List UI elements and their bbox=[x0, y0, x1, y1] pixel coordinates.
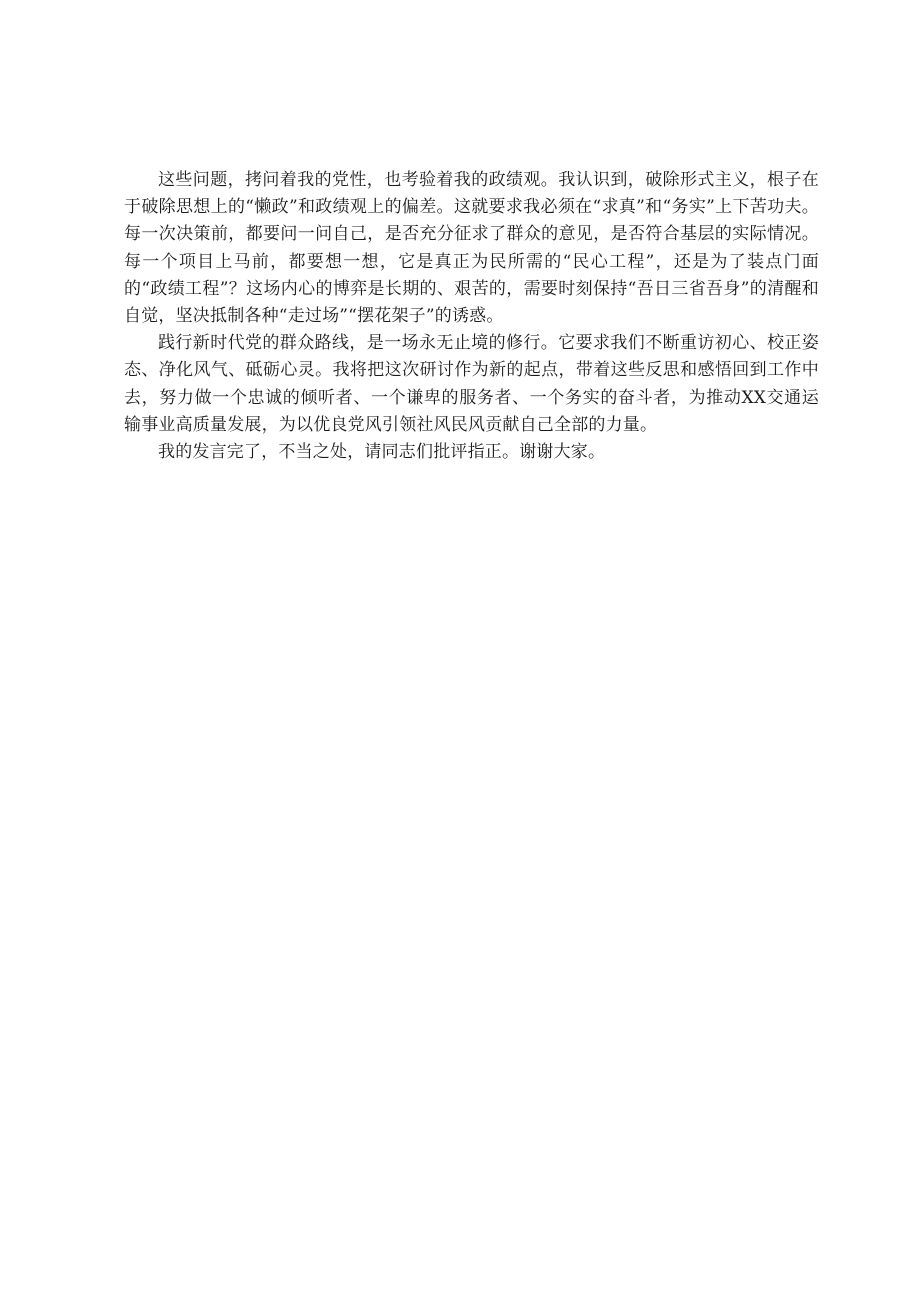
document-body bbox=[124, 167, 819, 466]
paragraph-closing: 我的发言完了，不当之处，请同志们批评指正。谢谢大家。 bbox=[158, 442, 606, 463]
paragraph-political-performance: 这些问题，拷问着我的党性，也考验着我的政绩观。我认识到，破除形式主义，根子在于破除思想上的“懒政”和政绩观上的偏差。这就要求我必须在“求真”和“务实”上下苦功夫。每一次决策前，都要问一问自己，是否充分征求了群众的意见，是否符合基层的实际情况。每一个项目上马前，都要想一想，它是真正为民所需的“民心工程”，还是为了装点门面的“政绩工程”？这场内心的博弈是长期的、艰苦的，需要时刻保持“吾日三省吾身”的清醒和自觉，坚决抵制各种“走过场”“摆花架子”的诱惑。 bbox=[124, 170, 819, 327]
paragraph-mass-line: 践行新时代党的群众路线，是一场永无止境的修行。它要求我们不断重访初心、校正姿态、净化风气、砥砺心灵。我将把这次研讨作为新的起点，带着这些反思和感悟回到工作中去，努力做一个忠诚的倾听者、一个谦卑的服务者、一个务实的奋斗者，为推动XX交通运输事业高质量发展，为以优良党风引领社风民风贡献自己全部的力量。 bbox=[124, 333, 819, 435]
